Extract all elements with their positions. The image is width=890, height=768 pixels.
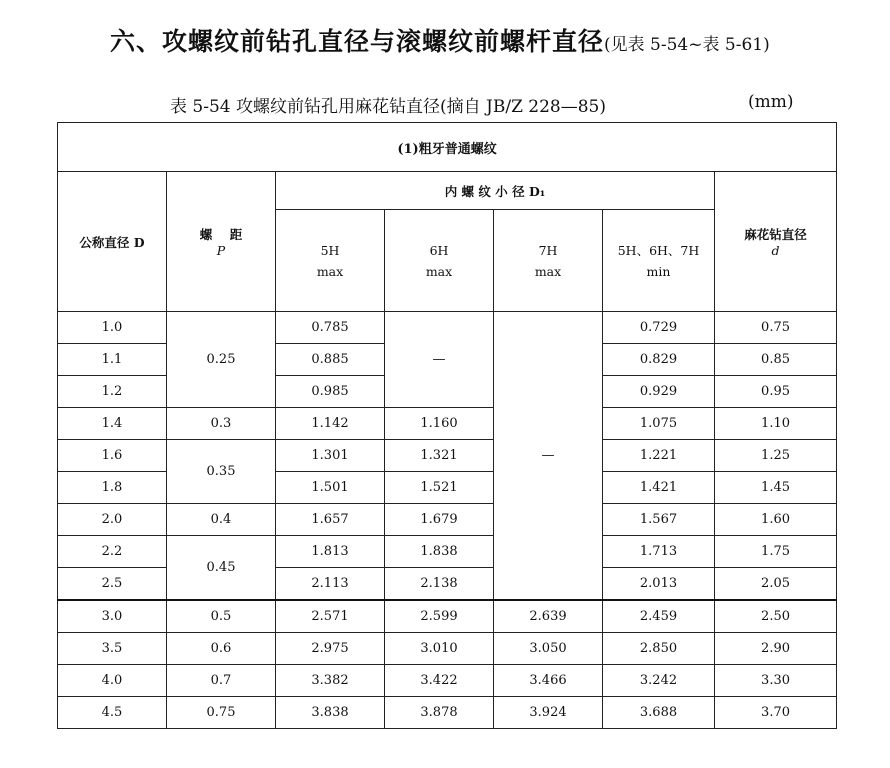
cell-6h: 2.138 [385, 568, 494, 601]
header-drill-symbol: d [771, 243, 780, 258]
cell-5h: 2.571 [276, 600, 385, 633]
cell-7h: 3.050 [494, 633, 603, 665]
cell-nominal: 1.6 [58, 440, 167, 472]
cell-min: 1.221 [603, 440, 715, 472]
header-5h-label: 5H [320, 242, 340, 258]
table-row [58, 440, 837, 472]
header-min-sub: min [646, 263, 671, 279]
header-5h-max [276, 210, 385, 312]
header-6h-max [385, 210, 494, 312]
header-6h-label: 6H [429, 242, 449, 258]
cell-5h: 1.657 [276, 504, 385, 536]
cell-min: 1.567 [603, 504, 715, 536]
cell-min: 2.013 [603, 568, 715, 601]
table-row [58, 633, 837, 665]
cell-7h: 3.466 [494, 665, 603, 697]
cell-6h-dash: — [385, 312, 494, 408]
cell-5h: 3.382 [276, 665, 385, 697]
cell-pitch: 0.5 [167, 600, 276, 633]
table-row [58, 665, 837, 697]
cell-7h-dash: — [494, 312, 603, 601]
cell-min: 1.075 [603, 408, 715, 440]
cell-drill: 1.45 [715, 472, 837, 504]
cell-5h: 2.113 [276, 568, 385, 601]
cell-nominal: 2.5 [58, 568, 167, 601]
cell-6h: 3.422 [385, 665, 494, 697]
cell-6h: 2.599 [385, 600, 494, 633]
cell-min: 1.421 [603, 472, 715, 504]
cell-pitch: 0.25 [167, 312, 276, 408]
cell-drill: 1.10 [715, 408, 837, 440]
cell-nominal: 4.0 [58, 665, 167, 697]
cell-drill: 1.25 [715, 440, 837, 472]
section-title-ref: (见表 5-54~表 5-61) [604, 35, 770, 55]
header-7h-sub: max [534, 263, 562, 279]
table-title-row [58, 123, 837, 172]
cell-nominal: 2.2 [58, 536, 167, 568]
cell-pitch: 0.7 [167, 665, 276, 697]
table-row [58, 504, 837, 536]
cell-min: 0.729 [603, 312, 715, 344]
header-row-1 [58, 172, 837, 210]
cell-nominal: 1.4 [58, 408, 167, 440]
cell-nominal: 3.0 [58, 600, 167, 633]
section-title [110, 22, 770, 58]
cell-nominal: 3.5 [58, 633, 167, 665]
header-7h-label: 7H [538, 242, 558, 258]
cell-7h: 3.924 [494, 697, 603, 729]
cell-nominal: 4.5 [58, 697, 167, 729]
cell-drill: 0.85 [715, 344, 837, 376]
cell-6h: 1.321 [385, 440, 494, 472]
cell-min: 2.850 [603, 633, 715, 665]
cell-6h: 1.838 [385, 536, 494, 568]
header-nominal-diameter: 公称直径 D [58, 172, 167, 312]
table-row [58, 312, 837, 344]
cell-pitch: 0.75 [167, 697, 276, 729]
header-drill-diameter [715, 172, 837, 312]
cell-5h: 0.785 [276, 312, 385, 344]
header-min-label: 5H、6H、7H [617, 242, 700, 258]
cell-drill: 0.75 [715, 312, 837, 344]
header-drill-label: 麻花钻直径 [744, 227, 807, 242]
header-5h-sub: max [316, 263, 344, 279]
header-7h-max [494, 210, 603, 312]
cell-nominal: 1.1 [58, 344, 167, 376]
cell-pitch: 0.4 [167, 504, 276, 536]
table-row [58, 697, 837, 729]
cell-6h: 1.679 [385, 504, 494, 536]
header-pitch-symbol: P [216, 243, 226, 258]
table-row [58, 408, 837, 440]
cell-nominal: 2.0 [58, 504, 167, 536]
cell-nominal: 1.0 [58, 312, 167, 344]
cell-min: 0.829 [603, 344, 715, 376]
cell-7h: 2.639 [494, 600, 603, 633]
cell-drill: 0.95 [715, 376, 837, 408]
cell-6h: 1.160 [385, 408, 494, 440]
cell-5h: 2.975 [276, 633, 385, 665]
cell-drill: 1.75 [715, 536, 837, 568]
cell-5h: 1.813 [276, 536, 385, 568]
drill-diameter-table [57, 122, 837, 729]
cell-drill: 3.70 [715, 697, 837, 729]
cell-drill: 2.05 [715, 568, 837, 601]
cell-pitch: 0.6 [167, 633, 276, 665]
cell-6h: 3.010 [385, 633, 494, 665]
cell-min: 3.688 [603, 697, 715, 729]
cell-5h: 0.985 [276, 376, 385, 408]
cell-nominal: 1.2 [58, 376, 167, 408]
table-title: (1)粗牙普通螺纹 [58, 123, 837, 172]
cell-min: 1.713 [603, 536, 715, 568]
cell-5h: 1.142 [276, 408, 385, 440]
cell-pitch: 0.35 [167, 440, 276, 504]
header-pitch [167, 172, 276, 312]
table-unit: (mm) [748, 92, 794, 112]
header-min [603, 210, 715, 312]
cell-min: 3.242 [603, 665, 715, 697]
cell-pitch: 0.3 [167, 408, 276, 440]
cell-min: 0.929 [603, 376, 715, 408]
cell-nominal: 1.8 [58, 472, 167, 504]
cell-drill: 1.60 [715, 504, 837, 536]
cell-6h: 1.521 [385, 472, 494, 504]
cell-5h: 3.838 [276, 697, 385, 729]
section-title-text: 六、攻螺纹前钻孔直径与滚螺纹前螺杆直径 [110, 27, 605, 56]
cell-min: 2.459 [603, 600, 715, 633]
cell-pitch: 0.45 [167, 536, 276, 601]
cell-drill: 2.50 [715, 600, 837, 633]
cell-5h: 1.501 [276, 472, 385, 504]
header-6h-sub: max [425, 263, 453, 279]
header-pitch-label: 螺 距 [199, 227, 243, 242]
cell-drill: 2.90 [715, 633, 837, 665]
cell-6h: 3.878 [385, 697, 494, 729]
cell-5h: 0.885 [276, 344, 385, 376]
cell-5h: 1.301 [276, 440, 385, 472]
header-minor-diameter: 内 螺 纹 小 径 D₁ [276, 172, 715, 210]
table-row [58, 600, 837, 633]
table-row [58, 536, 837, 568]
table-caption: 表 5-54 攻螺纹前钻孔用麻花钻直径(摘自 JB/Z 228—85) [170, 97, 606, 117]
cell-drill: 3.30 [715, 665, 837, 697]
